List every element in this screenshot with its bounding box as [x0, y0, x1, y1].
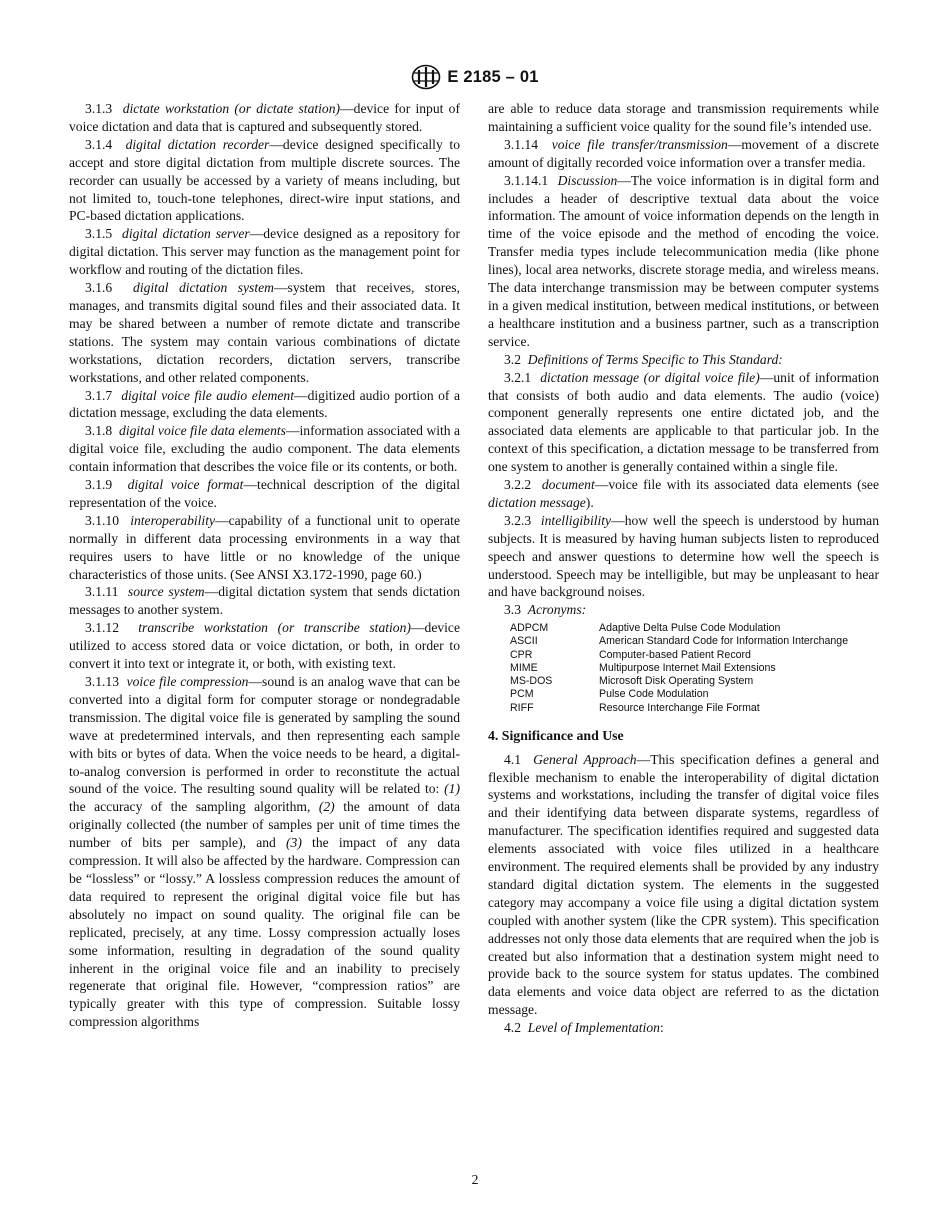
subsection-heading: 3.2 Definitions of Terms Specific to This Standard:	[504, 351, 783, 367]
definition-paragraph: 3.1.12 transcribe workstation (or transcribe station)—device utilized to access stored data or voice dictation, or both, in order to convert it into text or integrate it, or both, with existing text.	[69, 620, 460, 672]
right-column	[488, 100, 879, 1037]
acronym-row: ASCII American Standard Code for Information Interchange	[510, 635, 849, 648]
definition-paragraph: 3.2.3 intelligibility—how well the speech is understood by human subjects. It is measured by having human subjects listen to reproduced speech and answer questions to determine how well the speech is understood. Speech may be intelligible, but may be unpleasant to hear and have background noises.	[488, 512, 880, 600]
acronym-row: PCM Pulse Code Modulation	[510, 688, 709, 701]
definition-paragraph: 3.1.4 digital dictation recorder—device designed specifically to accept and store digital dictation from multiple discrete sources. The recorder can usually be accessed by a variety of means including, but not limited to, touch-tone telephones, direct-wire input stations, and PC-based dictation applications.	[69, 136, 460, 224]
discussion-paragraph: 3.1.14.1 Discussion—The voice information is in digital form and includes a header of descriptive textual data about the voice information. The amount of voice information depends on the length in time of the voice episode and the method of encoding the voice. Transfer media types include telecommunication media (like phone lines), local area networks, discrete storage media, and wireless means. The data interchange transmission may be between computer systems in a given medical institution, between medical institutions, or between a healthcare institution and a business partner, such as a transcription service.	[488, 172, 880, 349]
definition-paragraph: 3.1.8 digital voice file data elements—information associated with a digital voice file, excluding the audio component. The data elements contain information that describes the voice file or its contents, or both.	[69, 423, 461, 475]
acronym-row: MIME Multipurpose Internet Mail Extensions	[510, 661, 776, 674]
definition-paragraph: 3.1.3 dictate workstation (or dictate station)—device for input of voice dictation and data that is captured and subsequently stored.	[69, 101, 460, 134]
section-heading: 4. Significance and Use	[488, 727, 624, 743]
compression-definition: 3.1.13 voice file compression—sound is an analog wave that can be converted into a digital form for computer storage or nondegradable transmission. The digital voice file is generated by sampling the sound wave at predetermined intervals, and then representing each sample with bits or bytes of data. When the voice needs to be heard, a digital-to-analog conversion is performed in order to reconstitute the actual sound of the voice. The resulting sound quality will be related to: (1) the accuracy of the sampling algorithm, (2) the amount of data originally collected (the number of samples per unit of time times the number of bits per sample), and (3) the impact of any data compression. It will also be affected by the hardware. Compression can be “lossless” or “lossy.” A lossless compression reduces the amount of data required to represent the original digital voice file but has absolutely no impact on sound quality. The original file can be replicated, precisely, at any time. Lossy compression actually loses some information, resulting in degradation of the sound quality inherent in the original voice file and an inability to precisely regenerate that original file. However, “compression ratios” are typically greater with this type of compression. Suitable lossy compression algorithms	[69, 674, 460, 1030]
definition-paragraph: 3.1.14 voice file transfer/transmission—movement of a discrete amount of digitally recorded voice information over a transfer media.	[488, 136, 880, 170]
acronym-row: ADPCM Adaptive Delta Pulse Code Modulation	[510, 622, 781, 635]
definition-paragraph: 3.1.6 digital dictation system—system that receives, stores, manages, and transmits digital sound files and their associated data. It may be shared between a number of remote dictate and transcribe stations. The system may contain various combinations of dictate workstations, dictation recorders, dictation servers, transcribe workstations, and other related components.	[69, 280, 460, 385]
acronym-row: RIFF Resource Interchange File Format	[510, 701, 760, 714]
page-number: 2	[471, 1172, 479, 1187]
document-id: E 2185 – 01	[447, 67, 539, 86]
definition-paragraph: 3.1.11 source system—digital dictation system that sends dictation messages to another system.	[69, 584, 461, 618]
definition-paragraph: 3.2.2 document—voice file with its associated data elements (see dictation message).	[488, 477, 879, 510]
definition-paragraph: 3.1.7 digital voice file audio element—digitized audio portion of a dictation message, excluding the data elements.	[69, 387, 460, 421]
paragraph-general-approach: 4.1 General Approach—This specification defines a general and flexible mechanism to enable the interoperability of digital dictation systems and workstations, including the transfer of digital voice files and their identifying data between disparate systems, regardless of manufacturer. The specification identifies required and suggested data elements associated with voice files utilized in a healthcare environment. The required elements shall be provided by any industry standard digital dictation system. The elements in the suggested category may accompany a voice file using a digital dictation system coupled with another system (like the CPR system). This specification addresses not only those data elements that are required when the job is created but also information that a destination system might need to provide back to the source system for status updates. The combined data elements and voice data object are referred to as the dictation message.	[488, 751, 880, 1018]
definition-paragraph: 3.2.1 dictation message (or digital voice file)—unit of information that consists of both audio and data elements. The audio (voice) component generally represents one entire dictated job, and the associated data elements are applicable to that particular job. In the context of this specification, a dictation message to be transferred from one system to another is generally contained within a single file.	[488, 369, 879, 475]
page-header	[0, 64, 950, 90]
astm-logo-icon	[411, 64, 441, 90]
definition-paragraph: 3.1.5 digital dictation server—device designed as a repository for digital dictation. This server may function as the management point for workflow and routing of the dictation files.	[69, 226, 460, 278]
acronym-list	[510, 622, 879, 714]
subsection-heading: 3.3 Acronyms:	[504, 602, 587, 618]
left-column	[69, 100, 460, 1031]
definition-paragraph: 3.1.10 interoperability—capability of a functional unit to operate normally in different data processing environments in a way that requires users to have little or no knowledge of the unique characteristics of those units. (See ANSI X3.172-1990, page 60.)	[69, 512, 460, 582]
definition-paragraph: 3.1.9 digital voice format—technical description of the digital representation of the voice.	[69, 477, 460, 510]
paragraph-level-of-implementation: 4.2 Level of Implementation:	[504, 1020, 664, 1036]
acronym-row: CPR Computer-based Patient Record	[510, 648, 751, 661]
compression-continuation: are able to reduce data storage and transmission requirements while maintaining a sufficient voice quality for the sound file’s intended use.	[488, 101, 879, 134]
acronym-row: MS-DOS Microsoft Disk Operating System	[510, 675, 754, 688]
